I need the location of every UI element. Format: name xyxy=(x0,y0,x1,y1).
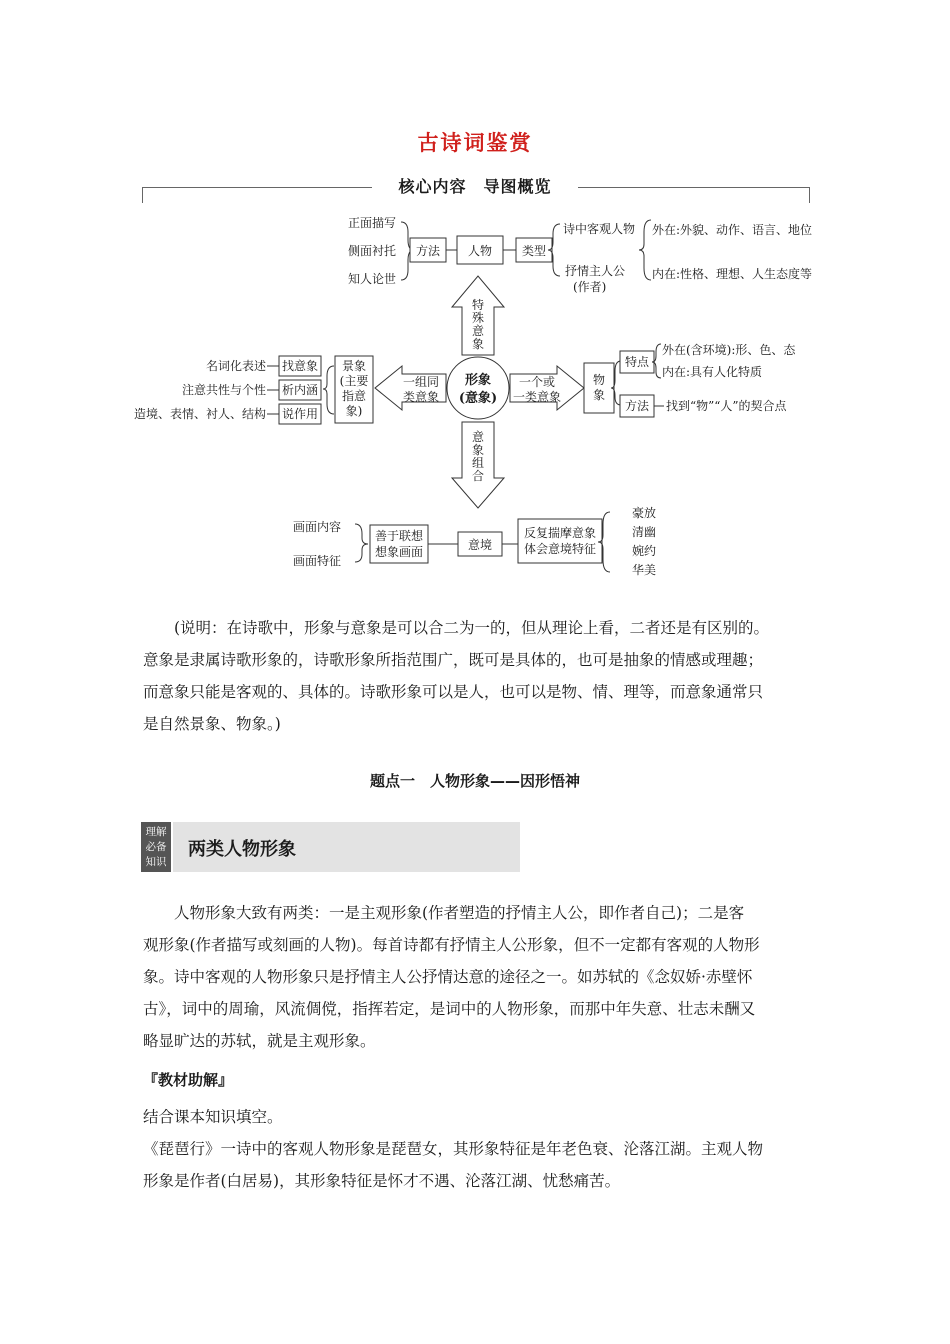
type-lyric-subject-note: (作者) xyxy=(573,280,607,294)
explanation-paragraph xyxy=(143,612,815,740)
arrow-down-char: 合 xyxy=(471,469,485,483)
ponder-box: 反复揣摩意象 xyxy=(523,526,597,540)
outer-traits: 外在:外貌、动作、语言、地位 xyxy=(652,223,813,237)
body-line: 观形象(作者描写或刻画的人物)。每首诗都有抒情主人公形象，但不一定都有客观的人物形 xyxy=(143,936,760,954)
style-item: 豪放 xyxy=(632,506,657,520)
method-item: 正面描写 xyxy=(348,216,397,230)
object-label: 象 xyxy=(592,388,606,402)
center-image-label: 形象 xyxy=(464,373,492,388)
section-heading: 题点一 人物形象——因形悟神 xyxy=(369,772,580,790)
fill-line: 《琵琶行》一诗中的客观人物形象是琵琶女，其形象特征是年老色衰、沦落江湖。主观人物 xyxy=(143,1140,764,1158)
knowledge-tag-line: 必备 xyxy=(145,841,167,853)
style-item: 清幽 xyxy=(632,525,657,539)
fill-paragraph xyxy=(143,1101,815,1197)
arrow-right-text: 一类意象 xyxy=(512,390,562,404)
feature-inner: 内在:具有人化特质 xyxy=(662,365,763,379)
scene-label: 象) xyxy=(345,404,363,418)
type-objective: 诗中客观人物 xyxy=(563,222,636,236)
body-line: 象。诗中客观的人物形象只是抒情主人公抒情达意的途径之一。如苏轼的《念奴娇·赤壁怀 xyxy=(143,968,753,986)
explanation-line: 而意象只能是客观的、具体的。诗歌形象可以是人，也可以是物、情、理等，而意象通常只 xyxy=(143,683,764,701)
right-method-text: 找到“物”“人”的契合点 xyxy=(666,399,787,413)
body-line: 人物形象大致有两类：一是主观形象(作者塑造的抒情主人公，即作者自己)；二是客 xyxy=(174,904,745,922)
arrow-up-char: 殊 xyxy=(471,311,485,325)
arrow-down-char: 组 xyxy=(471,456,485,470)
arrow-up-char: 意 xyxy=(471,324,485,338)
explanation-line: (说明：在诗歌中，形象与意象是可以合二为一的，但从理论上看，二者还是有区别的。 xyxy=(174,619,770,637)
explain-box: 说作用 xyxy=(281,407,319,421)
object-label: 物 xyxy=(592,373,606,387)
banner-heading: 核心内容 导图概览 xyxy=(372,174,578,197)
knowledge-tag xyxy=(141,822,171,872)
type-box-label: 类型 xyxy=(521,244,547,258)
arrow-up-char: 特 xyxy=(471,298,485,312)
scene-label: (主要 xyxy=(339,374,369,388)
knowledge-tag-line: 理解 xyxy=(145,826,167,838)
arrow-down-char: 意 xyxy=(471,430,485,444)
method-item: 知人论世 xyxy=(348,272,397,286)
left-item: 注意共性与个性 xyxy=(181,383,266,397)
association-box: 想象画面 xyxy=(374,545,424,559)
bottom-left-item: 画面内容 xyxy=(293,520,342,534)
method-box-label: 方法 xyxy=(415,244,441,258)
arrow-left-text: 一组同 xyxy=(402,375,440,389)
ponder-box: 体会意境特征 xyxy=(523,542,597,556)
knowledge-tag-line: 知识 xyxy=(145,856,167,868)
explanation-line: 是自然景象、物象。) xyxy=(143,715,281,733)
method-item: 侧面衬托 xyxy=(348,244,397,258)
mood-box: 意境 xyxy=(467,538,493,552)
arrow-left-text: 类意象 xyxy=(402,390,440,404)
feature-outer: 外在(含环境):形、色、态 xyxy=(662,343,796,357)
explanation-line: 意象是隶属诗歌形象的，诗歌形象所指范围广，既可是具体的，也可是抽象的情感或理趣； xyxy=(143,651,764,669)
inner-traits: 内在:性格、理想、人生态度等 xyxy=(652,267,813,281)
feature-box: 特点 xyxy=(624,355,650,369)
style-item: 华美 xyxy=(632,563,657,577)
scene-label: 指意 xyxy=(341,389,367,403)
body-paragraph xyxy=(143,897,815,1057)
fill-line: 形象是作者(白居易)，其形象特征是怀才不遇、沦落江湖、忧愁痛苦。 xyxy=(143,1172,621,1190)
right-method-box: 方法 xyxy=(624,399,650,413)
mind-map-diagram xyxy=(0,0,950,600)
center-image-sub: (意象) xyxy=(458,391,498,406)
textbook-aid-heading: 『教材助解』 xyxy=(143,1071,234,1089)
bottom-left-item: 画面特征 xyxy=(293,554,342,568)
arrow-down-char: 象 xyxy=(471,443,485,457)
body-line: 略显旷达的苏轼，就是主观形象。 xyxy=(143,1032,376,1050)
type-lyric-subject: 抒情主人公 xyxy=(565,264,626,278)
find-image-box: 找意象 xyxy=(281,359,319,373)
arrow-up-char: 象 xyxy=(471,337,485,351)
page-title: 古诗词鉴赏 xyxy=(417,131,533,155)
association-box: 善于联想 xyxy=(374,529,424,543)
left-item: 造境、表情、衬人、结构 xyxy=(133,407,266,421)
analyze-box: 析内涵 xyxy=(281,383,319,397)
body-line: 古》，词中的周瑜，风流倜傥，指挥若定，是词中的人物形象，而那中年失意、壮志未酬又 xyxy=(143,1000,756,1018)
scene-label: 景象 xyxy=(341,359,367,373)
fill-intro: 结合课本知识填空。 xyxy=(143,1108,283,1126)
person-box-label: 人物 xyxy=(467,244,493,258)
knowledge-title: 两类人物形象 xyxy=(188,839,296,860)
left-item: 名词化表述 xyxy=(205,359,266,373)
arrow-right-text: 一个或 xyxy=(518,375,556,389)
style-item: 婉约 xyxy=(632,544,657,558)
